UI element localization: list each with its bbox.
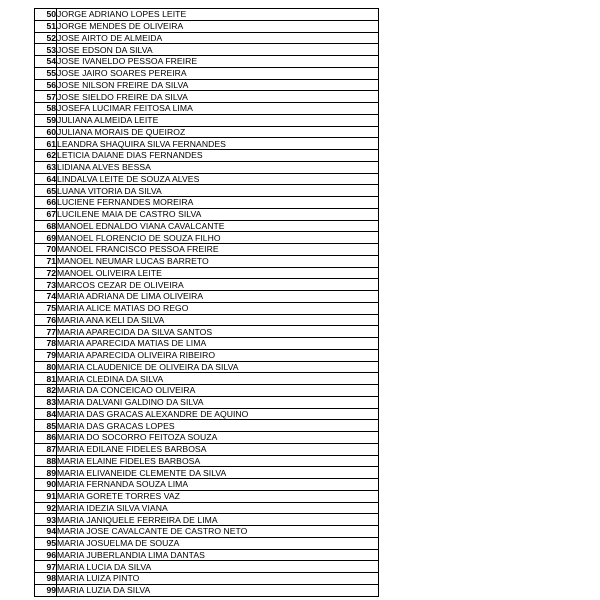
- table-row: [35, 584, 379, 596]
- row-name: MARIA FERNANDA SOUZA LIMA: [57, 479, 379, 491]
- row-name: MARIA CLAUDENICE DE OLIVEIRA DA SILVA: [57, 361, 379, 373]
- row-name: MARIA JUBERLANDIA LIMA DANTAS: [57, 549, 379, 561]
- row-number: 98: [35, 573, 57, 585]
- table-row: [35, 244, 379, 256]
- row-name: JORGE ADRIANO LOPES LEITE: [57, 9, 379, 21]
- table-row: [35, 267, 379, 279]
- row-name: MARIA APARECIDA OLIVEIRA RIBEIRO: [57, 349, 379, 361]
- row-name: JULIANA MORAIS DE QUEIROZ: [57, 126, 379, 138]
- row-number: 73: [35, 279, 57, 291]
- row-name: JOSEFA LUCIMAR FEITOSA LIMA: [57, 103, 379, 115]
- table-row: [35, 314, 379, 326]
- row-name: MARIA JANIQUELE FERREIRA DE LIMA: [57, 514, 379, 526]
- row-number: 93: [35, 514, 57, 526]
- row-number: 60: [35, 126, 57, 138]
- row-number: 57: [35, 91, 57, 103]
- table-row: [35, 467, 379, 479]
- row-name: JOSE SIELDO FREIRE DA SILVA: [57, 91, 379, 103]
- table-row: [35, 396, 379, 408]
- table-row: [35, 255, 379, 267]
- table-row: [35, 537, 379, 549]
- row-number: 76: [35, 314, 57, 326]
- row-name: JOSE AIRTO DE ALMEIDA: [57, 32, 379, 44]
- row-number: 88: [35, 455, 57, 467]
- row-number: 52: [35, 32, 57, 44]
- row-name: LEANDRA SHAQUIRA SILVA FERNANDES: [57, 138, 379, 150]
- table-row: [35, 150, 379, 162]
- row-number: 96: [35, 549, 57, 561]
- row-name: JORGE MENDES DE OLIVEIRA: [57, 20, 379, 32]
- row-name: MARIA DO SOCORRO FEITOZA SOUZA: [57, 432, 379, 444]
- row-name: LINDALVA LEITE DE SOUZA ALVES: [57, 173, 379, 185]
- row-name: JOSE NILSON FREIRE DA SILVA: [57, 79, 379, 91]
- table-row: [35, 490, 379, 502]
- row-number: 54: [35, 56, 57, 68]
- table-row: [35, 338, 379, 350]
- row-name: MARIA ADRIANA DE LIMA OLIVEIRA: [57, 291, 379, 303]
- table-row: [35, 103, 379, 115]
- row-name: MARIA DALVANI GALDINO DA SILVA: [57, 396, 379, 408]
- row-number: 61: [35, 138, 57, 150]
- row-number: 83: [35, 396, 57, 408]
- table-row: [35, 44, 379, 56]
- row-name: MANOEL FLORENCIO DE SOUZA FILHO: [57, 232, 379, 244]
- table-row: [35, 232, 379, 244]
- table-row: [35, 279, 379, 291]
- row-number: 71: [35, 255, 57, 267]
- table-row: [35, 514, 379, 526]
- table-row: [35, 455, 379, 467]
- row-name: MARIA IDEZIA SILVA VIANA: [57, 502, 379, 514]
- row-number: 81: [35, 373, 57, 385]
- row-name: MARIA APARECIDA MATIAS DE LIMA: [57, 338, 379, 350]
- table-row: [35, 197, 379, 209]
- row-number: 50: [35, 9, 57, 21]
- table-row: [35, 126, 379, 138]
- row-name: MARCOS CEZAR DE OLIVEIRA: [57, 279, 379, 291]
- row-number: 79: [35, 349, 57, 361]
- row-name: LUCIENE FERNANDES MOREIRA: [57, 197, 379, 209]
- row-number: 67: [35, 208, 57, 220]
- table-row: [35, 373, 379, 385]
- table-row: [35, 32, 379, 44]
- table-row: [35, 349, 379, 361]
- row-number: 58: [35, 103, 57, 115]
- row-number: 51: [35, 20, 57, 32]
- table-row: [35, 302, 379, 314]
- row-number: 62: [35, 150, 57, 162]
- row-number: 59: [35, 114, 57, 126]
- row-name: JOSE JAIRO SOARES PEREIRA: [57, 67, 379, 79]
- row-number: 68: [35, 220, 57, 232]
- row-name: MANOEL FRANCISCO PESSOA FREIRE: [57, 244, 379, 256]
- row-number: 72: [35, 267, 57, 279]
- row-number: 99: [35, 584, 57, 596]
- table-row: [35, 502, 379, 514]
- row-name: LUANA VITORIA DA SILVA: [57, 185, 379, 197]
- row-number: 63: [35, 161, 57, 173]
- table-row: [35, 443, 379, 455]
- row-name: JOSE EDSON DA SILVA: [57, 44, 379, 56]
- row-number: 82: [35, 385, 57, 397]
- row-number: 53: [35, 44, 57, 56]
- row-number: 56: [35, 79, 57, 91]
- table-row: [35, 20, 379, 32]
- table-row: [35, 79, 379, 91]
- table-row: [35, 138, 379, 150]
- row-name: MANOEL OLIVEIRA LEITE: [57, 267, 379, 279]
- row-name: MARIA ALICE MATIAS DO REGO: [57, 302, 379, 314]
- row-number: 70: [35, 244, 57, 256]
- row-name: MARIA DA CONCEICAO OLIVEIRA: [57, 385, 379, 397]
- table-row: [35, 385, 379, 397]
- row-name: MARIA LUCIA DA SILVA: [57, 561, 379, 573]
- row-name: LUCILENE MAIA DE CASTRO SILVA: [57, 208, 379, 220]
- row-number: 55: [35, 67, 57, 79]
- row-number: 77: [35, 326, 57, 338]
- table-row: [35, 220, 379, 232]
- row-name: MARIA LUZIA DA SILVA: [57, 584, 379, 596]
- row-number: 74: [35, 291, 57, 303]
- row-name: MARIA DAS GRACAS LOPES: [57, 420, 379, 432]
- row-number: 94: [35, 526, 57, 538]
- row-name: MARIA CLEDINA DA SILVA: [57, 373, 379, 385]
- row-number: 92: [35, 502, 57, 514]
- row-number: 75: [35, 302, 57, 314]
- row-number: 89: [35, 467, 57, 479]
- table-row: [35, 326, 379, 338]
- row-number: 90: [35, 479, 57, 491]
- table-row: [35, 408, 379, 420]
- table-row: [35, 479, 379, 491]
- row-number: 80: [35, 361, 57, 373]
- row-name: MANOEL NEUMAR LUCAS BARRETO: [57, 255, 379, 267]
- row-name: MARIA EDILANE FIDELES BARBOSA: [57, 443, 379, 455]
- table-row: [35, 361, 379, 373]
- table-row: [35, 573, 379, 585]
- row-name: LETICIA DAIANE DIAS FERNANDES: [57, 150, 379, 162]
- table-row: [35, 526, 379, 538]
- table-row: [35, 291, 379, 303]
- row-number: 65: [35, 185, 57, 197]
- row-name: MARIA ELIVANEIDE CLEMENTE DA SILVA: [57, 467, 379, 479]
- table-row: [35, 173, 379, 185]
- table-row: [35, 67, 379, 79]
- row-number: 87: [35, 443, 57, 455]
- roster-table: [34, 8, 379, 597]
- row-name: MARIA DAS GRACAS ALEXANDRE DE AQUINO: [57, 408, 379, 420]
- table-row: [35, 161, 379, 173]
- table-row: [35, 114, 379, 126]
- row-name: MARIA APARECIDA DA SILVA SANTOS: [57, 326, 379, 338]
- row-number: 91: [35, 490, 57, 502]
- roster-body: [35, 9, 379, 597]
- row-number: 69: [35, 232, 57, 244]
- table-row: [35, 208, 379, 220]
- table-row: [35, 432, 379, 444]
- row-name: MARIA JOSE CAVALCANTE DE CASTRO NETO: [57, 526, 379, 538]
- row-name: MARIA JOSUELMA DE SOUZA: [57, 537, 379, 549]
- table-row: [35, 420, 379, 432]
- row-name: MARIA ELAINE FIDELES BARBOSA: [57, 455, 379, 467]
- row-name: MARIA LUIZA PINTO: [57, 573, 379, 585]
- row-number: 97: [35, 561, 57, 573]
- row-number: 66: [35, 197, 57, 209]
- row-name: MARIA GORETE TORRES VAZ: [57, 490, 379, 502]
- table-row: [35, 91, 379, 103]
- row-number: 85: [35, 420, 57, 432]
- row-number: 84: [35, 408, 57, 420]
- table-row: [35, 561, 379, 573]
- table-row: [35, 549, 379, 561]
- table-row: [35, 56, 379, 68]
- row-name: LIDIANA ALVES BESSA: [57, 161, 379, 173]
- row-name: MARIA ANA KELI DA SILVA: [57, 314, 379, 326]
- row-name: JOSE IVANELDO PESSOA FREIRE: [57, 56, 379, 68]
- row-name: MANOEL EDNALDO VIANA CAVALCANTE: [57, 220, 379, 232]
- row-number: 86: [35, 432, 57, 444]
- table-row: [35, 9, 379, 21]
- row-number: 64: [35, 173, 57, 185]
- table-row: [35, 185, 379, 197]
- row-number: 95: [35, 537, 57, 549]
- row-number: 78: [35, 338, 57, 350]
- row-name: JULIANA ALMEIDA LEITE: [57, 114, 379, 126]
